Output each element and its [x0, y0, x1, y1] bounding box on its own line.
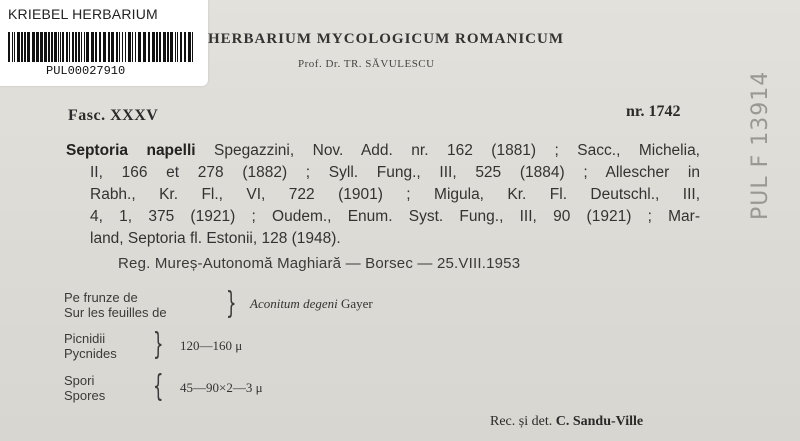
barcode-bar	[135, 32, 136, 62]
barcode-bar	[108, 32, 110, 62]
collection-title: HERBARIUM MYCOLOGICUM ROMANICUM	[208, 31, 564, 47]
barcode-bar	[156, 32, 158, 62]
host-author: Gayer	[337, 296, 373, 311]
brace-icon: }	[153, 327, 164, 362]
host-label-fr: Sur les feuilles de	[64, 305, 167, 320]
barcode-bar	[175, 32, 176, 62]
barcode-bar	[180, 32, 182, 62]
barcode-bar	[138, 32, 141, 62]
barcode-bar	[143, 32, 146, 62]
spores-label-ro: Spori	[64, 373, 95, 388]
barcode-bar	[14, 32, 15, 62]
barcode-number: PUL00027910	[46, 64, 126, 78]
barcode-bar	[148, 32, 150, 62]
pycnidia-label-fr: Pycnides	[64, 346, 117, 361]
barcode-bar	[116, 32, 118, 62]
barcode-bar	[99, 32, 101, 62]
barcode-institution: KRIEBEL HERBARIUM	[8, 6, 158, 22]
pycnidia-size: 120—160 μ	[180, 338, 243, 353]
barcode-bar	[119, 32, 120, 62]
barcode-bar	[111, 32, 114, 62]
spore-size: 45—90×2—3 μ	[180, 380, 263, 395]
barcode-bar	[170, 32, 173, 62]
pycnidia-label	[64, 331, 117, 361]
barcode-bar	[192, 32, 193, 62]
collector-name: C. Sandu-Ville	[555, 414, 644, 429]
barcode-bar	[75, 32, 77, 62]
barcode-bar	[66, 32, 68, 62]
barcode-bar	[24, 32, 26, 62]
collection-locality: Reg. Mureș-Autonomă Maghiară — Borsec — 25.VIII.1953	[118, 255, 521, 272]
barcode-bar	[95, 32, 97, 62]
host-value	[250, 296, 373, 312]
barcode-bar	[69, 32, 70, 62]
barcode-bar	[103, 32, 106, 62]
barcode-bar	[62, 32, 64, 62]
barcode-bar	[17, 32, 20, 62]
citation-line-1-text: Spegazzini, Nov. Add. nr. 162 (1881) ; Sacc., Michelia,	[195, 142, 700, 159]
barcode-icon	[8, 32, 196, 62]
barcode-bar	[44, 32, 47, 62]
barcode-bar	[184, 32, 186, 62]
barcode-bar	[84, 32, 85, 62]
collector-prefix: Rec. și det.	[490, 414, 556, 429]
barcode-bar	[51, 32, 53, 62]
barcode-bar	[48, 32, 50, 62]
barcode-bar	[159, 32, 161, 62]
barcode-bar	[8, 32, 10, 62]
barcode-bar	[122, 32, 123, 62]
barcode-card	[0, 0, 208, 86]
citation-line-5: land, Septoria fl. Estonii, 128 (1948).	[90, 230, 341, 247]
citation-line-4: 4, 1, 375 (1921) ; Oudem., Enum. Syst. Fung., III, 90 (1921) ; Mar-	[90, 208, 700, 225]
barcode-bar	[21, 32, 23, 62]
brace-icon: }	[226, 286, 237, 321]
host-label-ro: Pe frunze de	[64, 290, 138, 305]
specimen-number: nr. 1742	[626, 103, 681, 120]
pycnidia-label-ro: Picnidii	[64, 331, 106, 346]
species-name: Septoria napelli	[66, 142, 196, 159]
collector-credit	[490, 414, 643, 430]
barcode-bar	[128, 32, 131, 62]
barcode-bar	[152, 32, 155, 62]
citation-line-2: II, 166 et 278 (1882) ; Syll. Fung., III, 525 (1884) ; Allescher in	[90, 164, 700, 181]
spores-label-fr: Spores	[64, 388, 106, 403]
host-name: Aconitum degeni	[250, 296, 338, 311]
brace-icon: {	[153, 369, 164, 404]
barcode-bar	[132, 32, 133, 62]
barcode-bar	[58, 32, 59, 62]
barcode-bar	[12, 32, 13, 62]
barcode-bar	[40, 32, 43, 62]
citation-line-3: Rabh., Kr. Fl., VI, 722 (1901) ; Migula, Kr. Fl. Deutschl., III,	[90, 186, 700, 203]
barcode-bar	[72, 32, 74, 62]
fascicle-label: Fasc. XXXV	[68, 107, 159, 124]
barcode-bar	[125, 32, 126, 62]
barcode-bar	[188, 32, 191, 62]
host-label	[64, 290, 167, 320]
barcode-bar	[36, 32, 39, 62]
barcode-bar	[32, 32, 35, 62]
barcode-bar	[86, 32, 89, 62]
barcode-bar	[27, 32, 30, 62]
barcode-bar	[81, 32, 82, 62]
barcode-bar	[177, 32, 178, 62]
barcode-bar	[167, 32, 169, 62]
citation-line-1	[66, 140, 700, 162]
barcode-bar	[60, 32, 61, 62]
spores-label	[64, 373, 105, 403]
collection-editor: Prof. Dr. TR. SĂVULESCU	[298, 58, 435, 70]
barcode-bar	[78, 32, 80, 62]
barcode-bar	[91, 32, 94, 62]
barcode-bar	[54, 32, 57, 62]
species-citation	[66, 140, 700, 250]
barcode-bar	[163, 32, 166, 62]
